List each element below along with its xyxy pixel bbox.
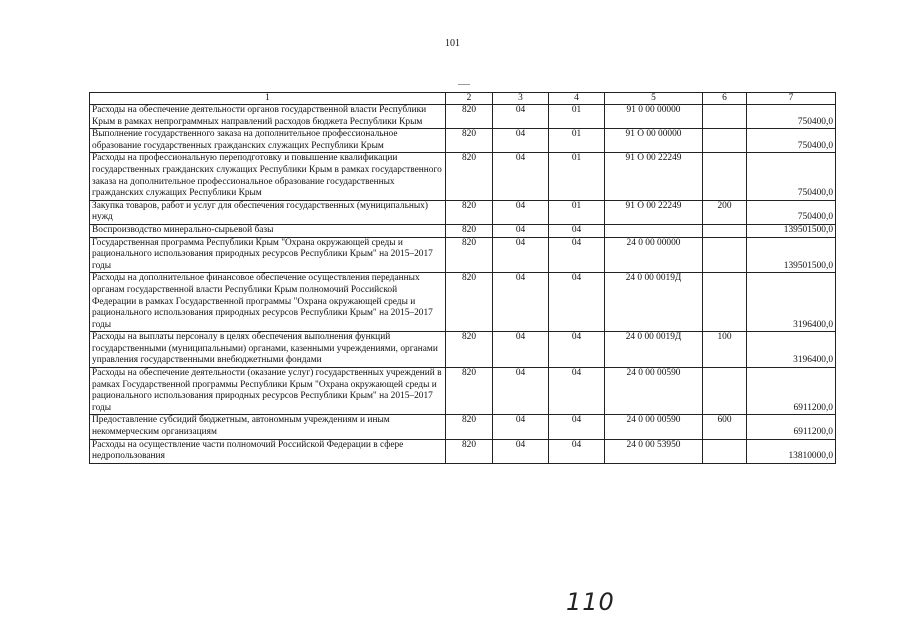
row-admin-code: 820 [446,105,493,129]
row-name: Выполнение государственного заказа на дополнительное профессиональное образование государственных гражданских служащих Республики Крым [90,129,446,153]
row-admin-code: 820 [446,415,493,439]
table-row [90,415,836,439]
row-target-article [605,224,703,237]
col-header-3: 3 [493,93,549,105]
row-admin-code: 820 [446,237,493,273]
row-section: 04 [493,224,549,237]
row-name: Государственная программа Республики Крым "Охрана окружающей среды и рационального использования природных ресурсов Республики Крым" на 2015–2017 годы [90,237,446,273]
row-expense-type: 600 [703,415,747,439]
table-row [90,105,836,129]
table-row [90,224,836,237]
row-name: Расходы на обеспечение деятельности (оказание услуг) государственных учреждений в рамках Государственной программы Республики Крым "Охрана окружающей среды и рационального использования природных ресурсов Республики Крым" на 2015–2017 годы [90,368,446,415]
row-section: 04 [493,105,549,129]
row-name: Предоставление субсидий бюджетным, автономным учреждениям и иным некоммерческим организациям [90,415,446,439]
row-section: 04 [493,273,549,332]
row-subsection: 01 [549,153,605,200]
row-target-article: 91 О 00 22249 [605,200,703,224]
row-name: Воспроизводство минерально-сырьевой базы [90,224,446,237]
table-row [90,439,836,463]
row-admin-code: 820 [446,273,493,332]
page-number: 101 [445,38,460,49]
row-name: Закупка товаров, работ и услуг для обеспечения государственных (муниципальных) нужд [90,200,446,224]
row-subsection: 04 [549,273,605,332]
row-amount: 750400,0 [747,153,836,200]
row-name: Расходы на профессиональную переподготовку и повышение квалификации государственных гражданских служащих Республики Крым в рамках государственного заказа на дополнительное профессиональное образование государственных гражданских служащих Республики Крым [90,153,446,200]
row-expense-type [703,439,747,463]
col-header-7: 7 [747,93,836,105]
col-header-4: 4 [549,93,605,105]
row-section: 04 [493,237,549,273]
row-section: 04 [493,200,549,224]
row-amount: 3196400,0 [747,332,836,368]
row-expense-type [703,153,747,200]
row-admin-code: 820 [446,200,493,224]
row-section: 04 [493,415,549,439]
row-amount: 13810000,0 [747,439,836,463]
table-row [90,129,836,153]
row-name: Расходы на осуществление части полномочий Российской Федерации в сфере недропользования [90,439,446,463]
row-amount: 6911200,0 [747,415,836,439]
row-subsection: 04 [549,415,605,439]
row-admin-code: 820 [446,153,493,200]
row-subsection: 01 [549,200,605,224]
col-header-2: 2 [446,93,493,105]
row-subsection: 01 [549,129,605,153]
row-subsection: 04 [549,439,605,463]
row-name: Расходы на дополнительное финансовое обеспечение осуществления переданных органам государственной власти Республики Крым полномочий Российской Федерации в рамках Государственной программы "Охрана окружающей среды и рационального использования природных ресурсов Республики Крым" на 2015–2017 годы [90,273,446,332]
row-section: 04 [493,332,549,368]
row-target-article: 91 О 00 00000 [605,129,703,153]
row-name: Расходы на выплаты персоналу в целях обеспечения выполнения функций государственными (муниципальными) органами, казенными учреждениями, органами управления государственными внебюджетными фондами [90,332,446,368]
col-header-1: 1 [90,93,446,105]
row-section: 04 [493,129,549,153]
row-expense-type: 100 [703,332,747,368]
row-target-article: 24 0 00 00590 [605,415,703,439]
row-amount: 6911200,0 [747,368,836,415]
row-section: 04 [493,153,549,200]
row-section: 04 [493,368,549,415]
scan-mark [458,84,470,85]
row-expense-type [703,237,747,273]
row-target-article: 91 О 00 22249 [605,153,703,200]
row-amount: 139501500,0 [747,237,836,273]
row-subsection: 04 [549,332,605,368]
table-row [90,153,836,200]
row-amount: 750400,0 [747,200,836,224]
table-row [90,273,836,332]
row-expense-type [703,273,747,332]
row-target-article: 91 0 00 00000 [605,105,703,129]
row-expense-type [703,224,747,237]
row-amount: 750400,0 [747,129,836,153]
table-row [90,368,836,415]
table-header-row [90,93,836,105]
col-header-6: 6 [703,93,747,105]
row-target-article: 24 0 00 00590 [605,368,703,415]
row-name: Расходы на обеспечение деятельности органов государственной власти Республики Крым в рамках непрограммных направлений расходов бюджета Республики Крым [90,105,446,129]
row-target-article: 24 0 00 00000 [605,237,703,273]
row-admin-code: 820 [446,368,493,415]
budget-table [89,92,836,464]
row-amount: 3196400,0 [747,273,836,332]
row-amount: 750400,0 [747,105,836,129]
row-subsection: 04 [549,224,605,237]
row-target-article: 24 0 00 53950 [605,439,703,463]
row-expense-type [703,368,747,415]
row-amount: 139501500,0 [747,224,836,237]
handwritten-page-number: 110 [566,588,615,616]
row-expense-type: 200 [703,200,747,224]
row-admin-code: 820 [446,332,493,368]
table-row [90,237,836,273]
row-section: 04 [493,439,549,463]
row-expense-type [703,129,747,153]
row-admin-code: 820 [446,224,493,237]
table-row [90,200,836,224]
row-expense-type [703,105,747,129]
row-admin-code: 820 [446,439,493,463]
row-target-article: 24 0 00 0019Д [605,332,703,368]
col-header-5: 5 [605,93,703,105]
row-admin-code: 820 [446,129,493,153]
row-subsection: 01 [549,105,605,129]
row-subsection: 04 [549,368,605,415]
row-target-article: 24 0 00 0019Д [605,273,703,332]
row-subsection: 04 [549,237,605,273]
table-row [90,332,836,368]
